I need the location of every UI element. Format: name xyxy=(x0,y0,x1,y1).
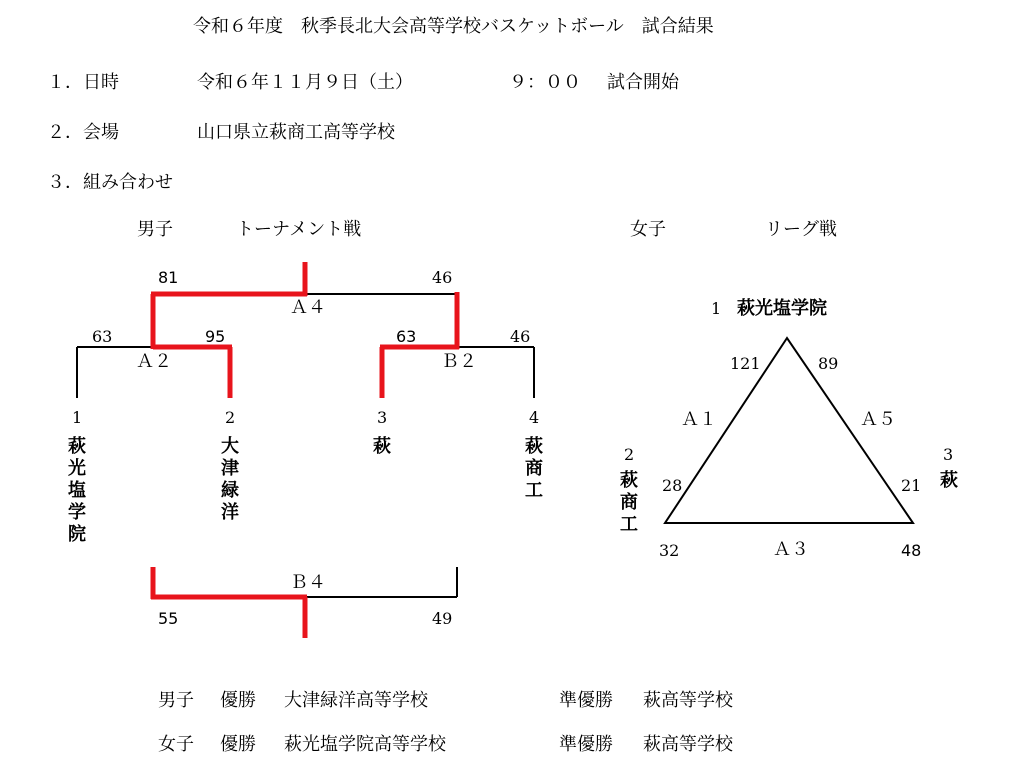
a4-label: Ａ４ xyxy=(290,297,326,318)
a4-left-score: 81 xyxy=(158,268,179,287)
result-girls-runnerup: 萩高等学校 xyxy=(643,734,733,755)
b4-right-score: 49 xyxy=(432,609,453,628)
team-number: 3 xyxy=(377,408,388,427)
venue-value: 山口県立萩商工高等学校 xyxy=(197,122,395,143)
a3-score-team3: 48 xyxy=(901,541,922,560)
league-team3-name: 萩 xyxy=(940,470,958,491)
result-boys-champion: 大津緑洋高等学校 xyxy=(284,690,428,711)
a3-label: Ａ３ xyxy=(773,539,809,560)
team-name-vertical: 萩光塩学院 xyxy=(68,436,86,545)
datetime-date: 令和６年１１月９日（土） xyxy=(197,72,413,93)
a2-right-score: 95 xyxy=(205,327,226,346)
a5-score-team1: 89 xyxy=(818,354,839,373)
b4-label: Ｂ４ xyxy=(290,572,326,593)
league-team2-name: 萩商工 xyxy=(620,470,638,535)
a3-score-team2: 32 xyxy=(659,541,680,560)
venue-label: ２．会場 xyxy=(47,122,119,143)
league-team3-number: 3 xyxy=(943,445,954,464)
result-boys-runnerup-label: 準優勝 xyxy=(559,690,613,711)
result-boys-runnerup: 萩高等学校 xyxy=(643,690,733,711)
a2-left-score: 63 xyxy=(92,327,113,346)
page-title: 令和６年度 秋季長北大会高等学校バスケットボール 試合結果 xyxy=(193,16,714,37)
b2-left-score: 63 xyxy=(396,327,417,346)
result-boys-champion-label: 優勝 xyxy=(220,690,256,711)
girls-format: リーグ戦 xyxy=(765,219,837,240)
a1-score-team2: 28 xyxy=(662,476,683,495)
a4-right-score: 46 xyxy=(432,268,453,287)
team-number: 1 xyxy=(72,408,83,427)
team-number: 4 xyxy=(529,408,540,427)
league-team1-number: 1 xyxy=(711,299,722,318)
datetime-time: ９：００ xyxy=(509,72,581,93)
result-girls-label: 女子 xyxy=(158,734,194,755)
b2-label: Ｂ２ xyxy=(441,351,477,372)
a5-label: Ａ５ xyxy=(860,409,896,430)
b2-right-score: 46 xyxy=(510,327,531,346)
team-name-vertical: 萩商工 xyxy=(525,436,543,501)
bracket-label: ３．組み合わせ xyxy=(47,172,173,193)
result-girls-champion: 萩光塩学院高等学校 xyxy=(284,734,446,755)
result-girls-champion-label: 優勝 xyxy=(220,734,256,755)
team-number: 2 xyxy=(225,408,236,427)
a5-score-team3: 21 xyxy=(901,476,922,495)
result-girls-runnerup-label: 準優勝 xyxy=(559,734,613,755)
a1-label: Ａ１ xyxy=(681,409,717,430)
team-name-vertical: 大津緑洋 xyxy=(221,436,239,523)
boys-format: トーナメント戦 xyxy=(236,219,362,240)
datetime-start: 試合開始 xyxy=(607,72,679,93)
a1-score-team1: 121 xyxy=(730,354,761,373)
result-boys-label: 男子 xyxy=(158,690,194,711)
b4-left-score: 55 xyxy=(158,609,179,628)
girls-label: 女子 xyxy=(630,219,666,240)
league-team2-number: 2 xyxy=(624,445,635,464)
datetime-label: １．日時 xyxy=(47,72,119,93)
league-triangle xyxy=(665,338,913,523)
a2-label: Ａ２ xyxy=(136,351,172,372)
boys-label: 男子 xyxy=(137,219,173,240)
team-name-vertical: 萩 xyxy=(373,436,391,457)
league-team1-name: 萩光塩学院 xyxy=(737,298,827,319)
